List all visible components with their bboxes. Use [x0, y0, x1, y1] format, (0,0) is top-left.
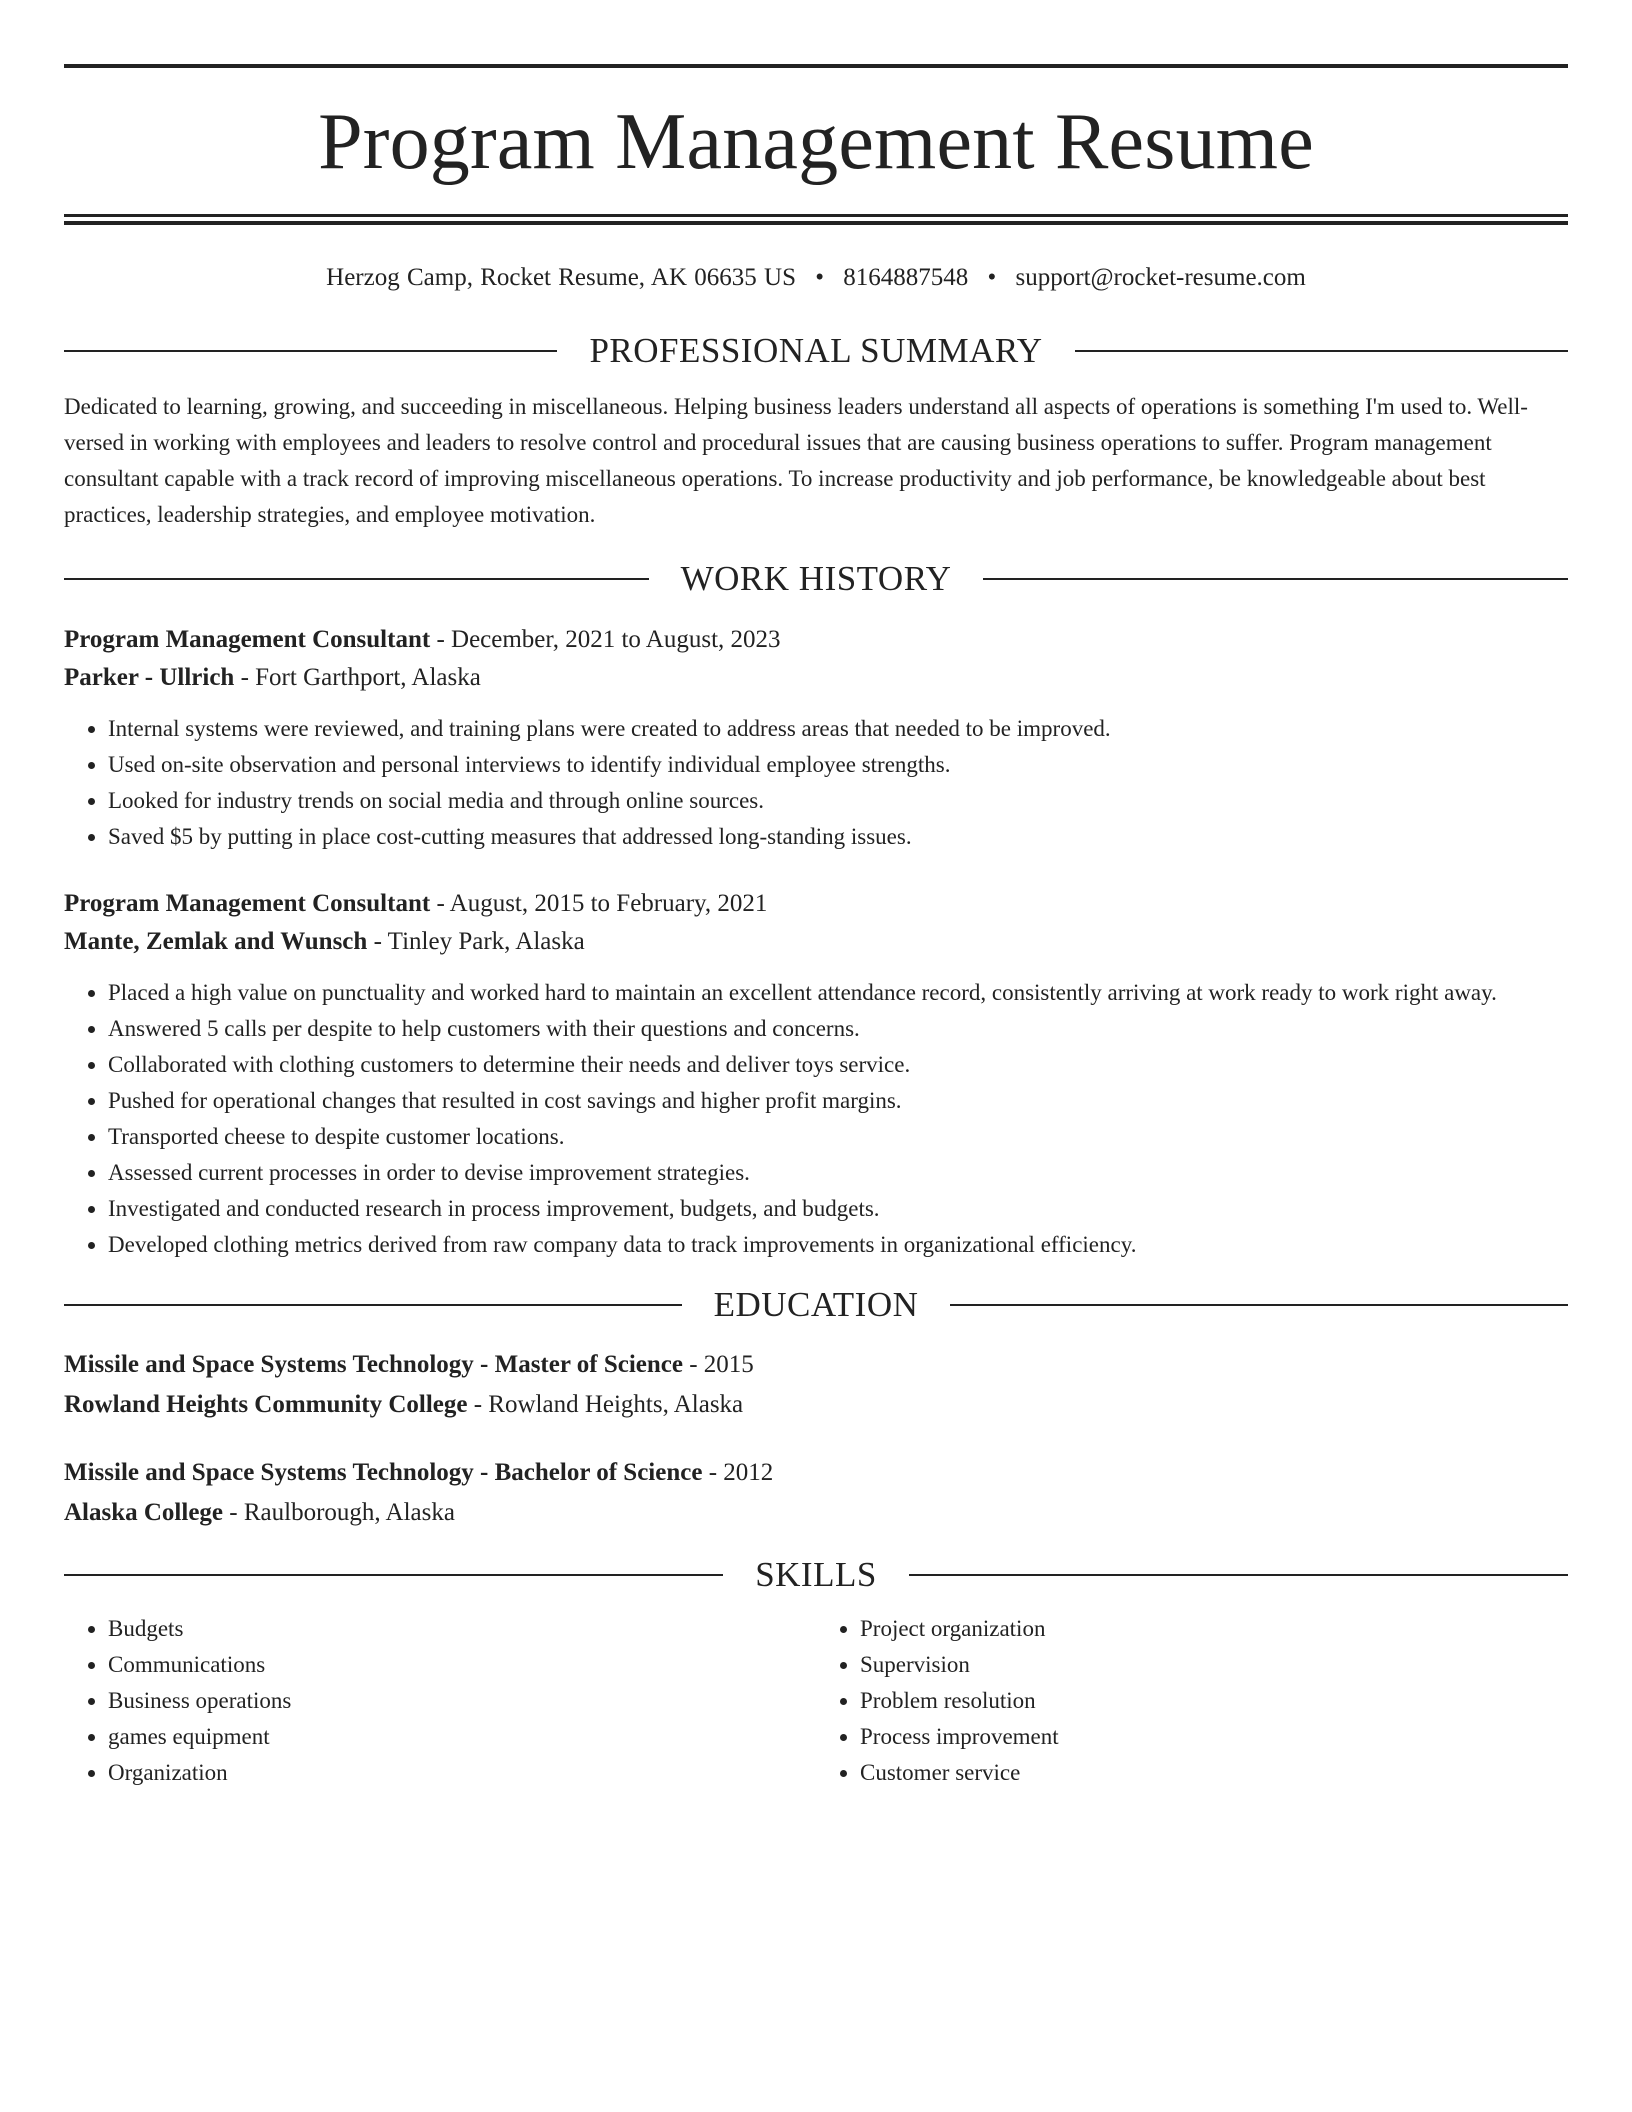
- job-dates: - August, 2015 to February, 2021: [430, 890, 768, 917]
- list-item: • Developed clothing metrics derived from raw company data to track improvements in organizational efficiency.: [108, 1227, 1568, 1263]
- list-item: • Answered 5 calls per despite to help customers with their questions and concerns.: [108, 1011, 1568, 1047]
- education-year: - 2012: [702, 1459, 774, 1486]
- education-degree-line: [64, 1453, 1568, 1493]
- summary-text: Dedicated to learning, growing, and succeeding in miscellaneous. Helping business leaders understand all aspects of operations is something I'm used to. Well-versed in working with employees and leaders to resolve control and procedural issues that are causing business operations to suffer. Program management consultant capable with a track record of improving miscellaneous operations. To increase productivity and job performance, be knowledgeable about best practices, leadership strategies, and employee motivation.: [64, 394, 1528, 527]
- list-item: • Investigated and conducted research in process improvement, budgets, and budgets.: [108, 1191, 1568, 1227]
- education-school-line: [64, 1493, 1568, 1533]
- heading-rule: [64, 1574, 723, 1576]
- education-degree: Missile and Space Systems Technology - Bachelor of Science: [64, 1459, 703, 1486]
- skill-item: • Organization: [108, 1755, 816, 1791]
- education-location: - Rowland Heights, Alaska: [467, 1391, 744, 1418]
- heading-rule: [1075, 350, 1568, 352]
- contact-phone: 8164887548: [843, 264, 969, 291]
- job-location: - Tinley Park, Alaska: [367, 928, 585, 955]
- job-bullets: [64, 975, 1568, 1263]
- skills-list-left: [64, 1611, 816, 1791]
- skill-item: • Communications: [108, 1647, 816, 1683]
- contact-email: support@rocket-resume.com: [1015, 264, 1306, 291]
- section-title: PROFESSIONAL SUMMARY: [589, 331, 1043, 370]
- education-school-line: [64, 1385, 1568, 1425]
- list-item: • Assessed current processes in order to devise improvement strategies.: [108, 1155, 1568, 1191]
- list-item: • Pushed for operational changes that resulted in cost savings and higher profit margins.: [108, 1083, 1568, 1119]
- job-title: Program Management Consultant: [64, 626, 431, 653]
- list-item: • Placed a high value on punctuality and worked hard to maintain an excellent attendance record, consistently arriving at work ready to work right away.: [108, 975, 1568, 1011]
- list-item: • Used on-site observation and personal interviews to identify individual employee strengths.: [108, 747, 1568, 783]
- skill-item: • Problem resolution: [860, 1683, 1568, 1719]
- title-double-rule: [64, 214, 1568, 225]
- contact-address: Herzog Camp, Rocket Resume, AK 06635 US: [326, 264, 796, 291]
- skill-item: • Process improvement: [860, 1719, 1568, 1755]
- skill-item: • Business operations: [108, 1683, 816, 1719]
- skill-item: • Project organization: [860, 1611, 1568, 1647]
- top-rule: [64, 64, 1568, 68]
- list-item: • Internal systems were reviewed, and training plans were created to address areas that needed to be improved.: [108, 711, 1568, 747]
- section-title: SKILLS: [755, 1555, 877, 1594]
- job-title: Program Management Consultant: [64, 890, 431, 917]
- job-employer-line: [64, 923, 1568, 961]
- job-title-line: [64, 885, 1568, 923]
- heading-rule: [983, 578, 1568, 580]
- list-item: • Collaborated with clothing customers to determine their needs and deliver toys service.: [108, 1047, 1568, 1083]
- education-entry: [64, 1345, 1568, 1425]
- job-dates: - December, 2021 to August, 2023: [430, 626, 781, 653]
- education-degree-line: [64, 1345, 1568, 1385]
- skill-item: • Budgets: [108, 1611, 816, 1647]
- heading-rule: [64, 350, 557, 352]
- summary-section-heading: [64, 331, 1568, 371]
- contact-line: [64, 263, 1568, 293]
- education-year: - 2015: [682, 1351, 754, 1378]
- skill-item: • games equipment: [108, 1719, 816, 1755]
- contact-separator: •: [815, 264, 825, 291]
- skill-item: • Customer service: [860, 1755, 1568, 1791]
- section-title: EDUCATION: [713, 1285, 919, 1324]
- section-title: WORK HISTORY: [680, 559, 952, 598]
- skills-list-right: [816, 1611, 1568, 1791]
- job-employer-line: [64, 659, 1568, 697]
- education-school: Rowland Heights Community College: [64, 1391, 468, 1418]
- job-entry: [64, 621, 1568, 855]
- job-employer: Mante, Zemlak and Wunsch: [64, 928, 368, 955]
- education-school: Alaska College: [64, 1499, 224, 1526]
- resume-page: [64, 0, 1568, 1791]
- skills-section-heading: [64, 1555, 1568, 1595]
- heading-rule: [64, 1304, 682, 1306]
- list-item: • Transported cheese to despite customer locations.: [108, 1119, 1568, 1155]
- job-employer: Parker - Ullrich: [64, 664, 235, 691]
- education-entry: [64, 1453, 1568, 1533]
- education-location: - Raulborough, Alaska: [223, 1499, 455, 1526]
- heading-rule: [909, 1574, 1568, 1576]
- page-title: Program Management Resume: [318, 98, 1314, 186]
- list-item: • Saved $5 by putting in place cost-cutting measures that addressed long-standing issues.: [108, 819, 1568, 855]
- work-section-heading: [64, 559, 1568, 599]
- job-title-line: [64, 621, 1568, 659]
- heading-rule: [950, 1304, 1568, 1306]
- education-section-heading: [64, 1285, 1568, 1325]
- education-degree: Missile and Space Systems Technology - Master of Science: [64, 1351, 683, 1378]
- job-location: - Fort Garthport, Alaska: [234, 664, 481, 691]
- job-bullets: [64, 711, 1568, 855]
- heading-rule: [64, 578, 649, 580]
- list-item: • Looked for industry trends on social media and through online sources.: [108, 783, 1568, 819]
- skills-columns: [64, 1611, 1568, 1791]
- skill-item: • Supervision: [860, 1647, 1568, 1683]
- contact-separator: •: [987, 264, 997, 291]
- job-entry: [64, 885, 1568, 1263]
